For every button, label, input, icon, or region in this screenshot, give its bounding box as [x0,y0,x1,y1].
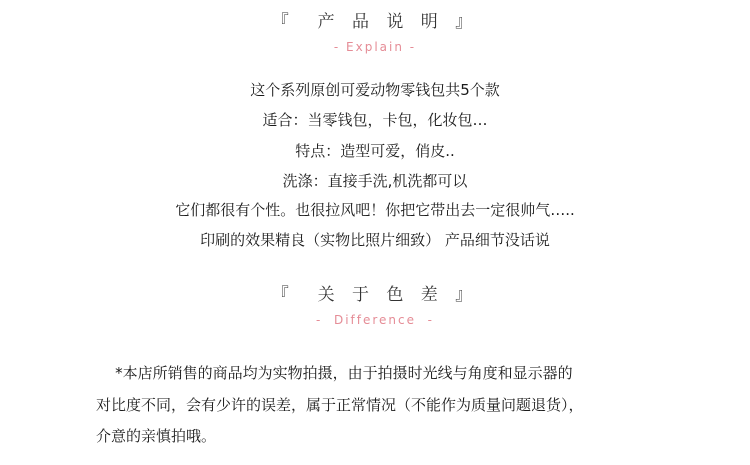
color-section-subtitle: - Difference - [316,313,434,327]
product-line-features: 特点：造型可爱，俏皮.. [295,142,455,160]
color-notice-line-3: 介意的亲慎拍哦。 [96,427,217,445]
product-line-series: 这个系列原创可爱动物零钱包共5个款 [250,81,500,99]
product-line-washing: 洗涤：直接手洗,机洗都可以 [282,172,468,190]
color-section-title: 『 关 于 色 差 』 [271,285,479,305]
product-line-print-quality: 印刷的效果精良（实物比照片细致） 产品细节没话说 [200,231,550,249]
color-notice-line-2: 对比度不同，会有少许的误差，属于正常情况（不能作为质量问题退货）， [96,396,584,414]
product-line-usage: 适合：当零钱包，卡包，化妆包… [262,111,488,129]
product-section-title: 『 产 品 说 明 』 [271,12,479,32]
color-notice-line-1: *本店所销售的商品均为实物拍摄，由于拍摄时光线与角度和显示器的 [96,364,573,382]
product-line-personality: 它们都很有个性。也很拉风吧！你把它带出去一定很帅气….. [175,201,575,219]
product-section-subtitle: - Explain - [333,40,417,54]
